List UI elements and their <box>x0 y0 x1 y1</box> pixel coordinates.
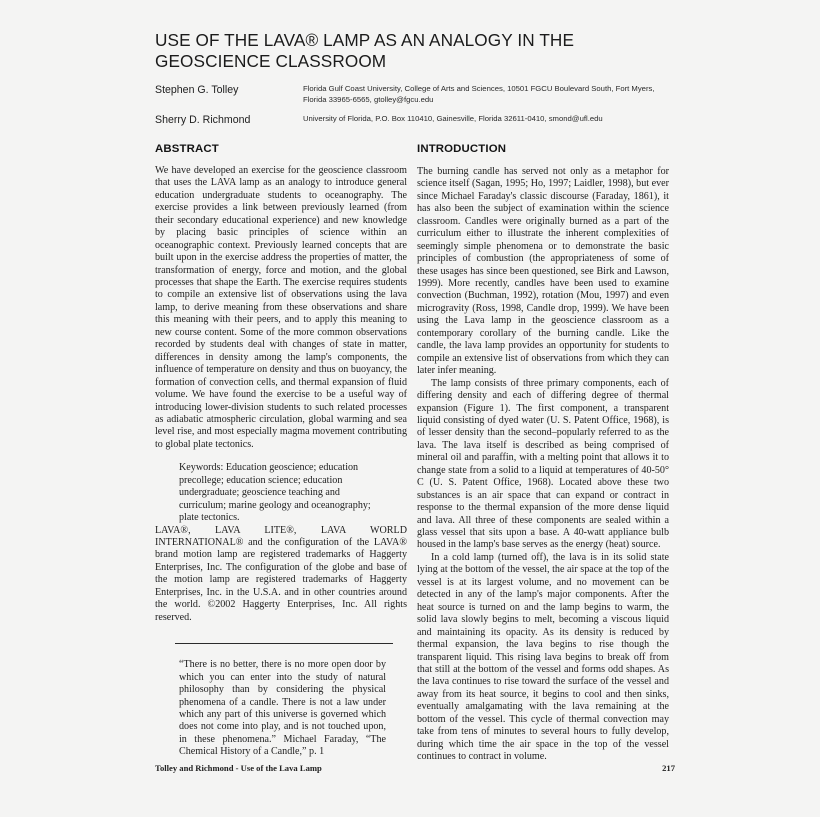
page-title: USE OF THE LAVA® LAMP AS AN ANALOGY IN THE GEOSCIENCE CLASSROOM <box>155 30 575 71</box>
left-column <box>155 143 407 759</box>
introduction-paragraph-1: The burning candle has served not only as a metaphor for science itself (Sagan, 1995; Ho, 1997; Laidler, 1998), but ever since Michael Faraday's classic discourse (Faraday, 1861), it has also been the subject of examination within the science classroom. Candles were originally burned as a part of the curriculum either to illustrate the inherent complexities of seemingly simple phenomena or to demonstrate the basic principles of combustion (the appropriateness of some of these usages has since been questioned, see Birk and Lawson, 1999). More recently, candles have been used to examine convection (Buchman, 1992), rotation (Mou, 1997) and even microgravity (Ross, 1998, Candle drop, 1999). We have been using the Lava lamp in the geoscience classroom as a contemporary corollary of the burning candle. Like the candle, the lava lamp provides an opportunity for students to compile an extensive list of observations from which they can later infer meaning. <box>417 165 669 377</box>
page-footer <box>155 763 675 773</box>
trademark-notice: LAVA®, LAVA LITE®, LAVA WORLD INTERNATIONAL® and the configuration of the LAVA® brand motion lamp are registered trademarks of Haggerty Enterprises, Inc. The configuration of the globe and base of the motion lamp are registered trademarks of Haggerty Enterprises, Inc. in the U.S.A. and in other countries around the world. ©2002 Haggerty Enterprises, Inc. All rights reserved. <box>155 524 407 623</box>
introduction-paragraph-2: The lamp consists of three primary components, each of differing density and each of differing degree of thermal expansion (Figure 1). The first component, a transparent liquid consisting of dyed water (U. S. Patent Office, 1968), is of lesser density than the second–popularly referred to as the lava. The lava itself is described as being comprised of mineral oil and paraffin, with a melting point that allows it to change state from a solid to a liquid at temperatures of 40-50° C (U. S. Patent Office, 1968). Located above these two substances is an air space that can expand or contract in response to the thermal expansion of the more dense liquid and lava. All three of these components are sealed within a glass vessel that sits upon a base. A 40-watt appliance bulb housed in the lamp's base serves as the energy (heat) source. <box>417 377 669 551</box>
introduction-paragraph-3: In a cold lamp (turned off), the lava is in its solid state lying at the bottom of the vessel, the air space at the top of the vessel is at its largest volume, and no movement can be detected in any of the lamp's major components. After the heat source is turned on and the lamp begins to warm, the solid lava slowly begins to melt, becoming a viscous liquid and maintaining its opacity. As its density is reduced by thermal expansion, the lava begins to rise though the transparent liquid. This rising lava begins to break off from that still at the bottom of the vessel and forms odd shapes. As the lava continues to rise toward the surface of the vessel and away from its heat source, it begins to cool and then sinks, eventually amalgamating with the lava remaining at the bottom of the vessel. This cycle of thermal convection may take from tens of minutes to several hours to fully develop, during which time the air space in the top of the vessel continues to contract in volume. <box>417 551 669 763</box>
page-content <box>155 30 675 763</box>
author-block <box>155 83 675 128</box>
section-divider <box>175 643 393 644</box>
author-name: Stephen G. Tolley <box>155 83 239 96</box>
keywords-list: Keywords: Education geoscience; education precollege; education science; education undergraduate; geoscience teaching and curriculum; marine geology and oceanography; plate tectonics. <box>179 462 371 524</box>
faraday-quote: “There is no better, there is no more open door by which you can enter into the study of natural philosophy than by considering the physical phenomena of a candle. There is not a law under which any part of this universe is governed which does not come into play, and is not touched upon, in these phenomena.” Michael Faraday, “The Chemical History of a Candle,” p. 1 <box>179 659 386 758</box>
author-row <box>155 83 675 105</box>
right-column <box>417 143 669 764</box>
page-number: 217 <box>662 763 675 773</box>
author-affiliation: Florida Gulf Coast University, College of Arts and Sciences, 10501 FGCU Boulevard South, Fort Myers, Florida 33965-6565, gtolley@fgcu.edu <box>303 83 655 105</box>
author-affiliation: University of Florida, P.O. Box 110410, Gainesville, Florida 32611-0410, smond@ufl.edu <box>303 114 603 124</box>
running-head: Tolley and Richmond - Use of the Lava Lamp <box>155 763 322 773</box>
abstract-heading: ABSTRACT <box>155 142 219 155</box>
author-name: Sherry D. Richmond <box>155 114 251 127</box>
abstract-text: We have developed an exercise for the geoscience classroom that uses the LAVA lamp as an analogy to introduce general education undergraduate students to oceanography. The exercise provides a link between previously learned (from their secondary educational experience) and new knowledge by placing basic principles of science within an oceanographic context. Previously learned concepts that are built upon in the exercise address the properties of matter, the transformation of energy, force and motion, and the global processes that shape the Earth. The exercise requires students to compile an extensive list of observations using the lava lamp, to derive meaning from these observations and share this meaning with their peers, and to apply this meaning to new course content. Some of the more common observations recorded by students deal with changes of state in matter, differences in density among the lamp's components, the influence of temperature on density and thus on buoyancy, the formation of convection cells, and thermal expansion of fluid volume. We have found the exercise to be a useful way of introducing lower-division students to such related processes as adiabatic atmospheric circulation, global warming and sea level rise, and most especially magma movement contributing to global plate tectonics. <box>155 164 407 450</box>
author-row <box>155 113 675 128</box>
introduction-heading: INTRODUCTION <box>417 142 507 155</box>
